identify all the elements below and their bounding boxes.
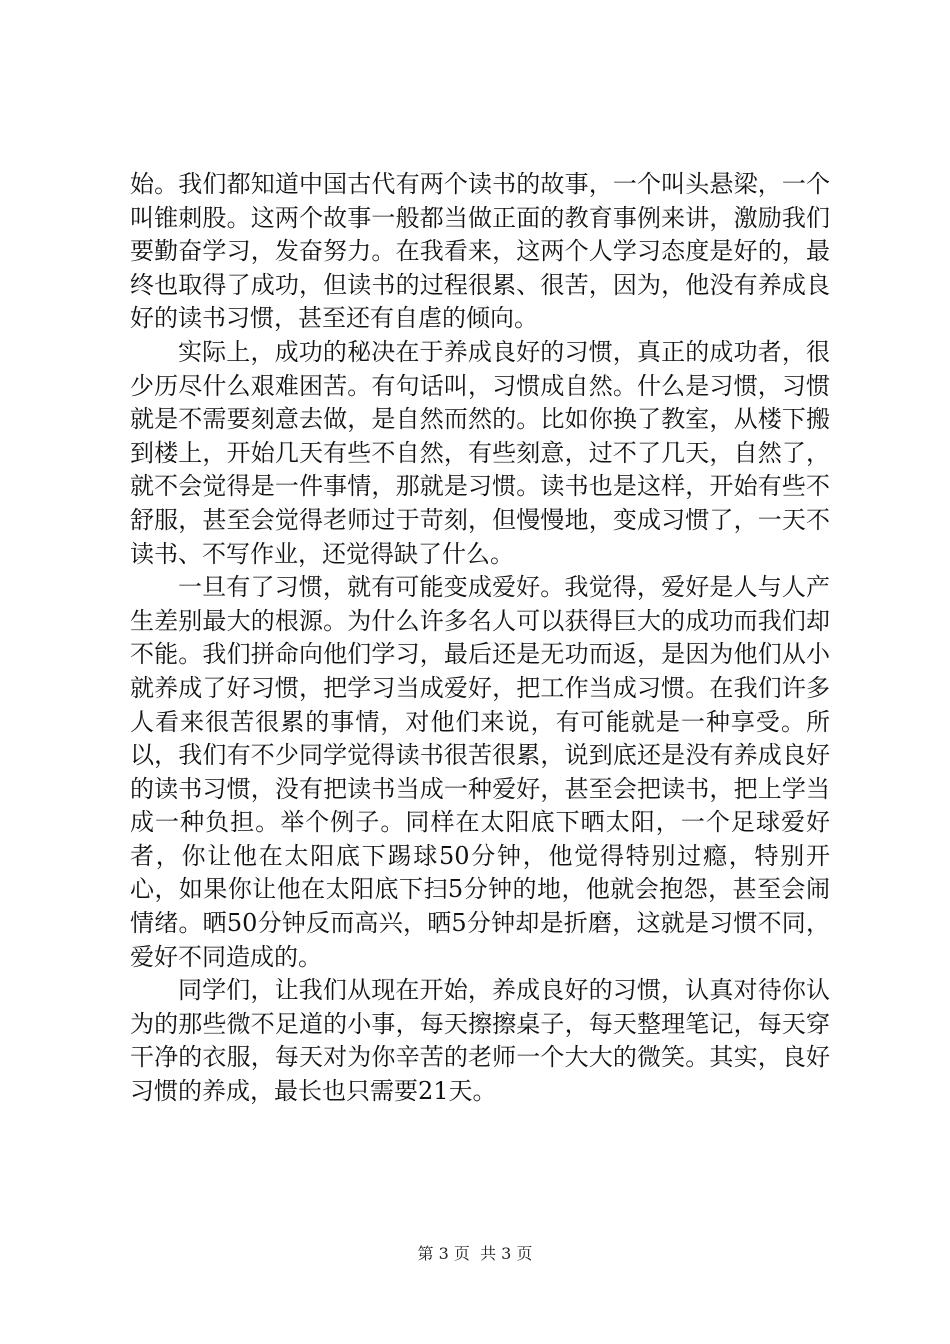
document-body (130, 168, 830, 1109)
paragraph-3: 一旦有了习惯，就有可能变成爱好。我觉得，爱好是人与人产生差别最大的根源。为什么许多名人可以获得巨大的成功而我们却不能。我们拼命向他们学习，最后还是无功而返，是因为他们从小就养成了好习惯，把学习当成爱好，把工作当成习惯。在我们许多人看来很苦很累的事情，对他们来说，有可能就是一种享受。所以，我们有不少同学觉得读书很苦很累，说到底还是没有养成良好的读书习惯，没有把读书当成一种爱好，甚至会把读书，把上学当成一种负担。举个例子。同样在太阳底下晒太阳，一个足球爱好者，你让他在太阳底下踢球50分钟，他觉得特别过瘾，特别开心，如果你让他在太阳底下扫5分钟的地，他就会抱怨，甚至会闹情绪。晒50分钟反而高兴，晒5分钟却是折磨，这就是习惯不同，爱好不同造成的。 (130, 573, 830, 971)
page-footer (0, 1244, 950, 1264)
paragraph-2: 实际上，成功的秘决在于养成良好的习惯，真正的成功者，很少历尽什么艰难困苦。有句话叫，习惯成自然。什么是习惯，习惯就是不需要刻意去做，是自然而然的。比如你换了教室，从楼下搬到楼上，开始几天有些不自然，有些刻意，过不了几天，自然了，就不会觉得是一件事情，那就是习惯。读书也是这样，开始有些不舒服，甚至会觉得老师过于苛刻，但慢慢地，变成习惯了，一天不读书、不写作业，还觉得缺了什么。 (130, 337, 830, 568)
paragraph-4: 同学们，让我们从现在开始，养成良好的习惯，认真对待你认为的那些微不足道的小事，每天擦擦桌子，每天整理笔记，每天穿干净的衣服，每天对为你辛苦的老师一个大大的微笑。其实，良好习惯的养成，最长也只需要21天。 (130, 976, 830, 1106)
page-number-label: 第 3 页 共 3 页 (417, 1244, 533, 1263)
paragraph-1: 始。我们都知道中国古代有两个读书的故事，一个叫头悬梁，一个叫锥刺股。这两个故事一般都当做正面的教育事例来讲，激励我们要勤奋学习，发奋努力。在我看来，这两个人学习态度是好的，最终也取得了成功，但读书的过程很累、很苦，因为，他没有养成良好的读书习惯，甚至还有自虐的倾向。 (130, 170, 830, 333)
